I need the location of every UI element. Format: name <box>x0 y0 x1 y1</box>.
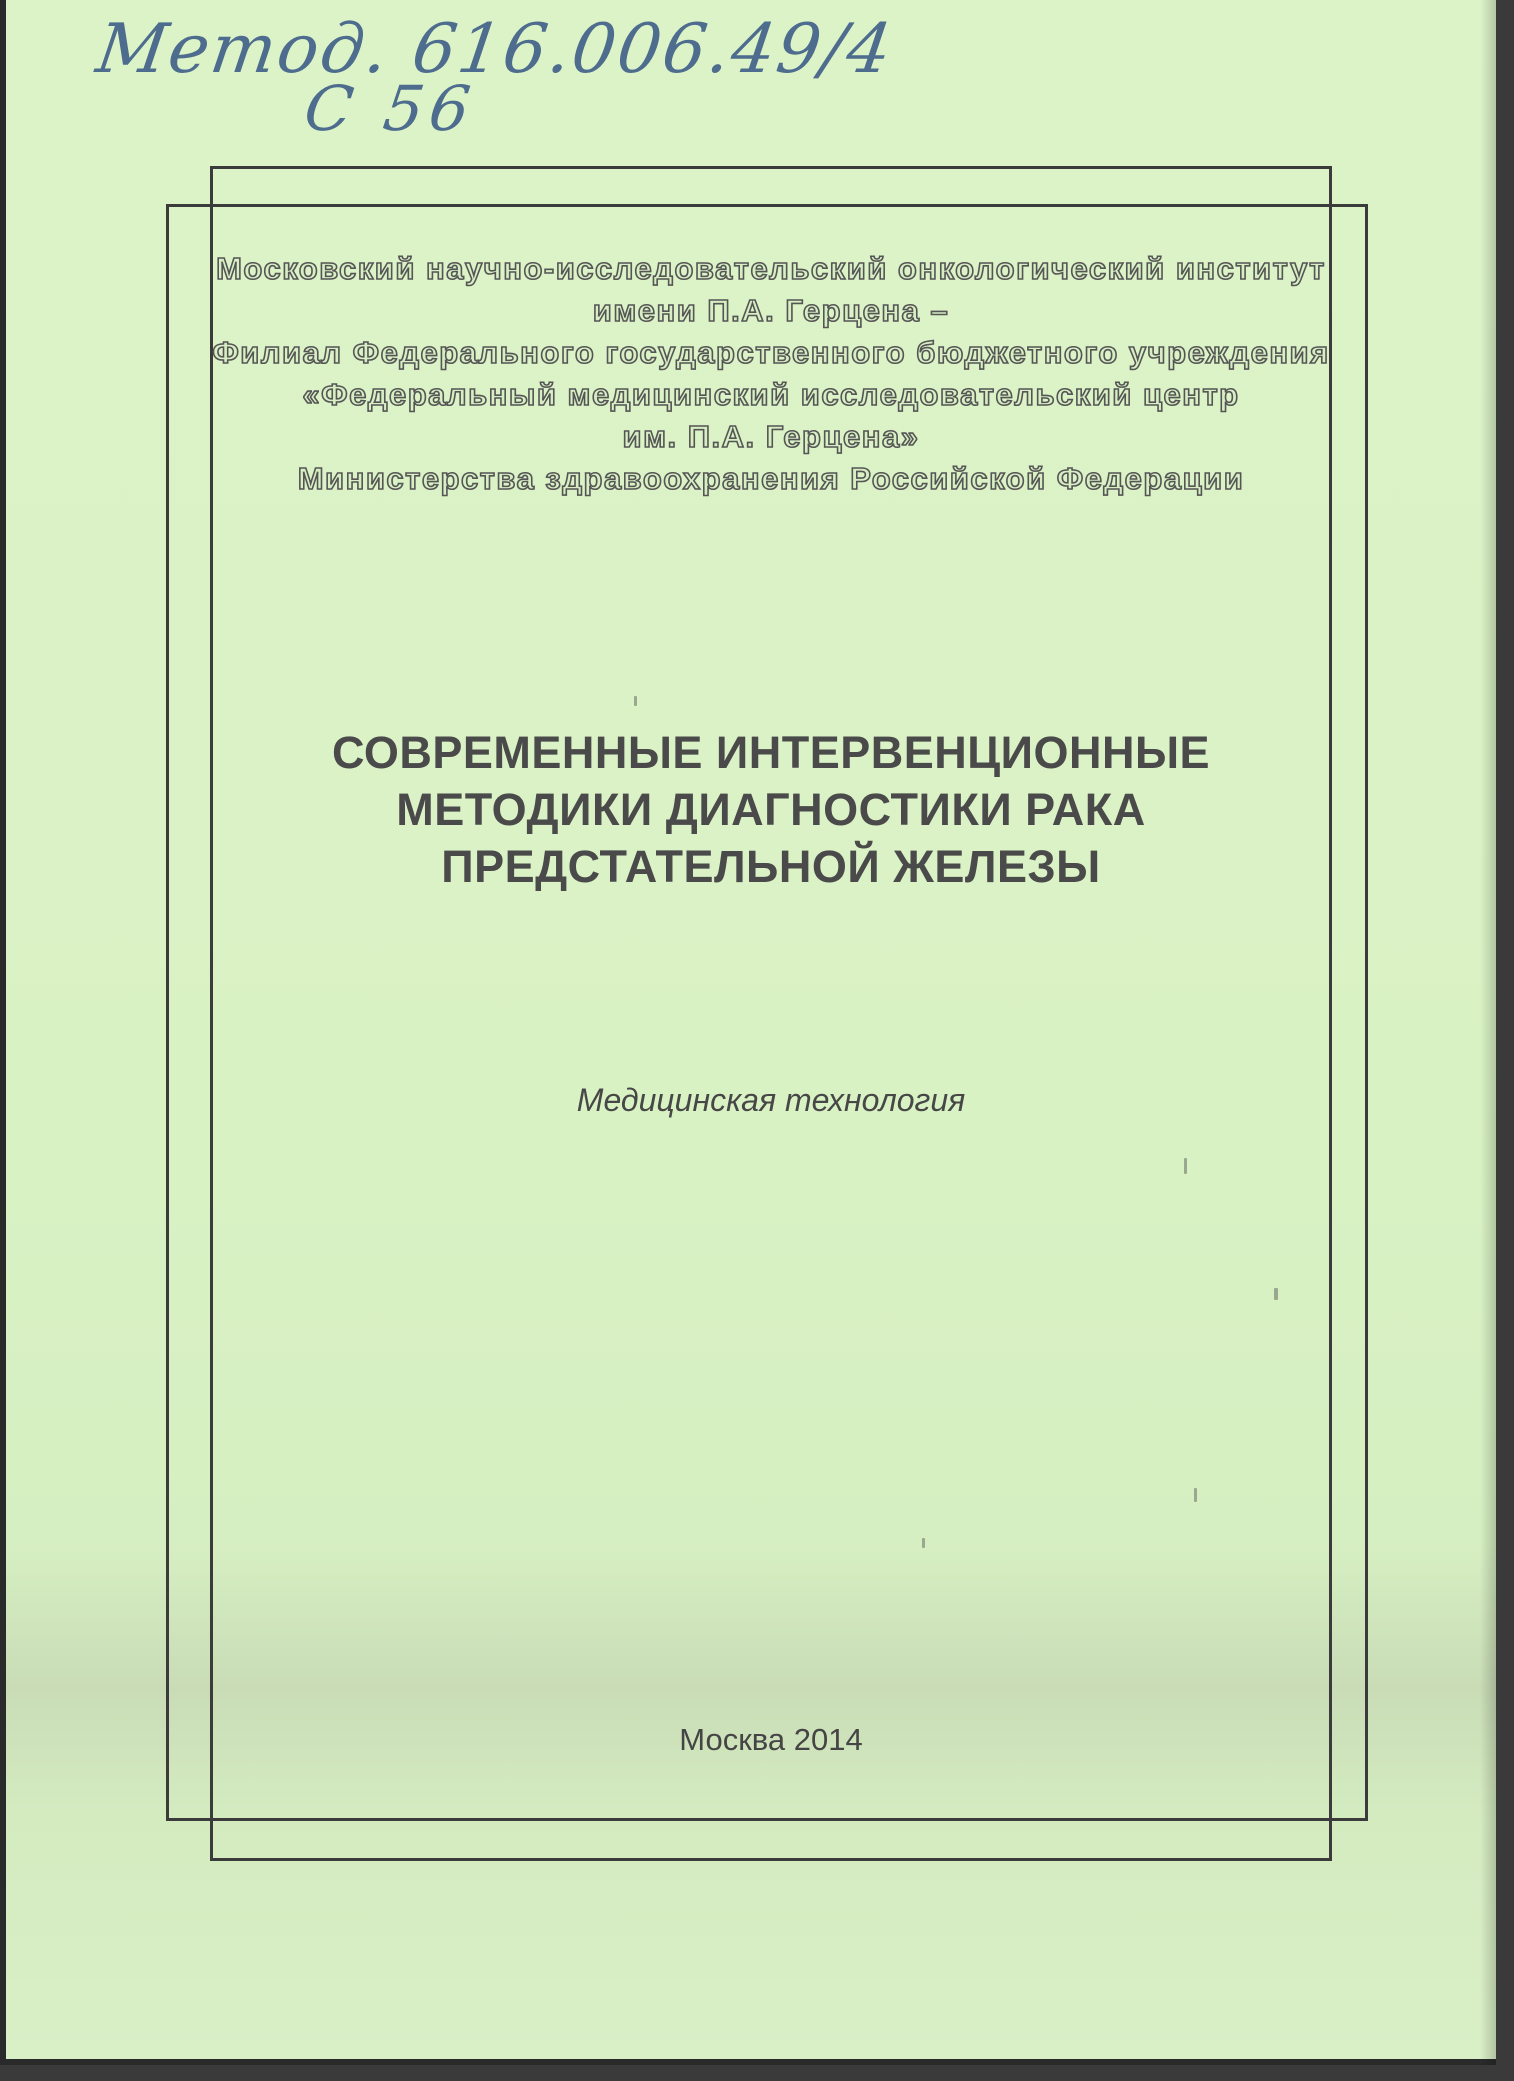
institution-line: Филиал Федерального государственного бюджетного учреждения <box>212 335 1330 370</box>
institution-line: имени П.А. Герцена – <box>592 293 950 328</box>
title-line: МЕТОДИКИ ДИАГНОСТИКИ РАКА <box>396 784 1146 835</box>
institution-line: Министерства здравоохранения Российской Федерации <box>297 461 1245 496</box>
book-title <box>210 724 1332 895</box>
handwritten-shelfmark <box>64 4 899 145</box>
shelfmark-line-2: С 56 <box>300 72 481 145</box>
print-speck <box>922 1538 925 1548</box>
institution-line: «Федеральный медицинский исследовательский центр <box>302 377 1240 412</box>
print-speck <box>1194 1488 1197 1502</box>
title-line: СОВРЕМЕННЫЕ ИНТЕРВЕНЦИОННЫЕ <box>331 727 1211 778</box>
print-speck <box>1274 1288 1278 1300</box>
page-edge-shadow <box>1480 0 1496 2065</box>
shelfmark-line-1: Метод. 616.006.49/4 <box>91 10 899 89</box>
institution-block <box>210 248 1332 500</box>
title-line: ПРЕДСТАТЕЛЬНОЙ ЖЕЛЕЗЫ <box>441 841 1101 892</box>
institution-line: Московский научно-исследовательский онкологический институт <box>216 251 1326 286</box>
institution-line: им. П.А. Герцена» <box>622 419 920 454</box>
print-speck <box>634 696 637 706</box>
print-speck <box>1184 1158 1187 1174</box>
place-and-year: Москва 2014 <box>679 1722 863 1757</box>
subtitle: Медицинская технология <box>576 1082 966 1118</box>
